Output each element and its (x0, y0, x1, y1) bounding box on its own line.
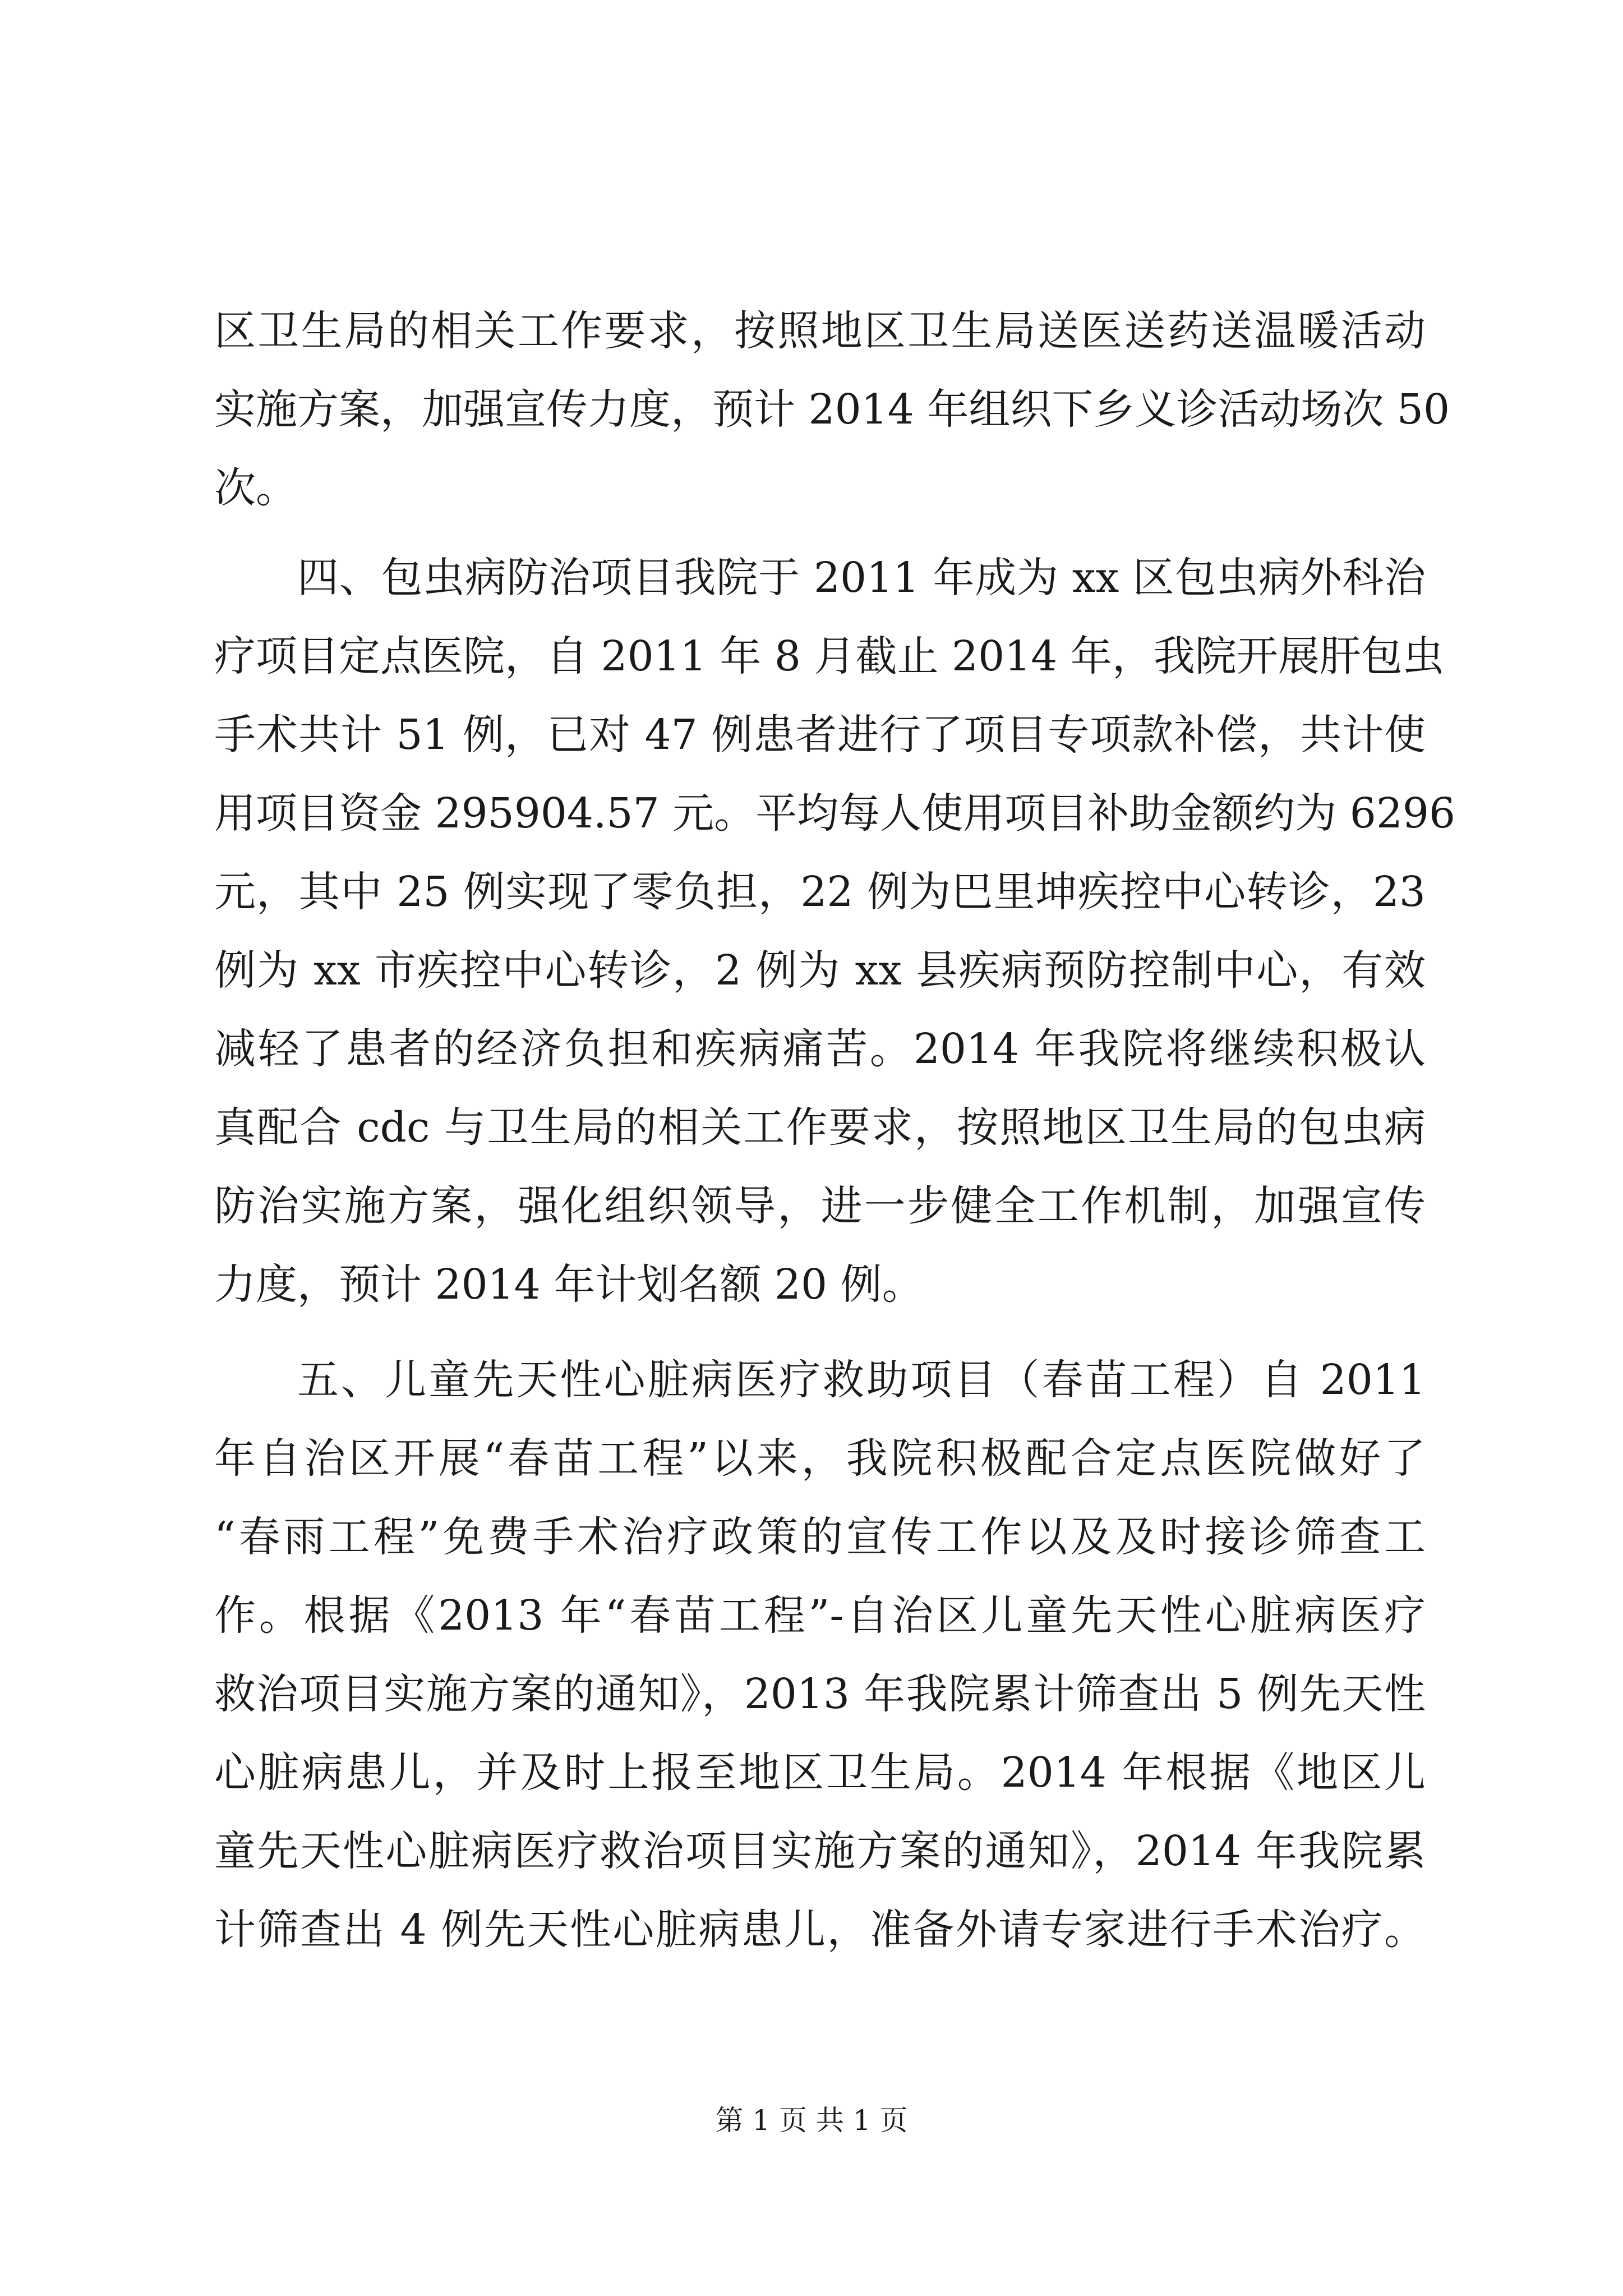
text-line: 区卫生局的相关工作要求，按照地区卫生局送医送药送温暖活动 (214, 307, 1426, 355)
text-line: 计筛查出 4 例先天性心脏病患儿，准备外请专家进行手术治疗。 (214, 1906, 1426, 1954)
text-line: 救治项目实施方案的通知》，2013 年我院累计筛查出 5 例先天性 (214, 1670, 1426, 1718)
text-line: 次。 (214, 464, 297, 512)
text-line: 年自治区开展“春苗工程”以来，我院积极配合定点医院做好了 (214, 1434, 1426, 1483)
text-line: 作。根据《2013 年“春苗工程”-自治区儿童先天性心脏病医疗 (214, 1591, 1426, 1640)
text-line: 真配合 cdc 与卫生局的相关工作要求，按照地区卫生局的包虫病 (214, 1103, 1426, 1152)
text-line: 用项目资金 295904.57 元。平均每人使用项目补助金额约为 6296 (214, 789, 1456, 838)
text-line: 实施方案，加强宣传力度，预计 2014 年组织下乡义诊活动场次 50 (214, 385, 1450, 434)
text-line: 例为 xx 市疾控中心转诊，2 例为 xx 县疾病预防控制中心，有效 (214, 946, 1426, 995)
text-line: 元，其中 25 例实现了零负担，22 例为巴里坤疾控中心转诊，23 (214, 868, 1426, 916)
text-line: 童先天性心脏病医疗救治项目实施方案的通知》，2014 年我院累 (214, 1827, 1426, 1875)
text-line: 疗项目定点医院，自 2011 年 8 月截止 2014 年，我院开展肝包虫 (214, 632, 1444, 680)
text-line: 手术共计 51 例，已对 47 例患者进行了项目专项款补偿，共计使 (214, 711, 1426, 759)
text-line: 力度，预计 2014 年计划名额 20 例。 (214, 1260, 924, 1309)
text-line: “春雨工程”免费手术治疗政策的宣传工作以及及时接诊筛查工 (214, 1513, 1426, 1561)
paragraph-4-first-line: 四、包虫病防治项目我院于 2011 年成为 xx 区包虫病外科治 (297, 554, 1426, 602)
page-footer: 第 1 页 共 1 页 (715, 2104, 908, 2137)
text-line: 防治实施方案，强化组织领导，进一步健全工作机制，加强宣传 (214, 1182, 1426, 1230)
text-line: 减轻了患者的经济负担和疾病痛苦。2014 年我院将继续积极认 (214, 1025, 1426, 1073)
text-line: 心脏病患儿，并及时上报至地区卫生局。2014 年根据《地区儿 (214, 1749, 1426, 1797)
paragraph-5-first-line: 五、儿童先天性心脏病医疗救助项目（春苗工程）自 2011 (297, 1356, 1426, 1404)
